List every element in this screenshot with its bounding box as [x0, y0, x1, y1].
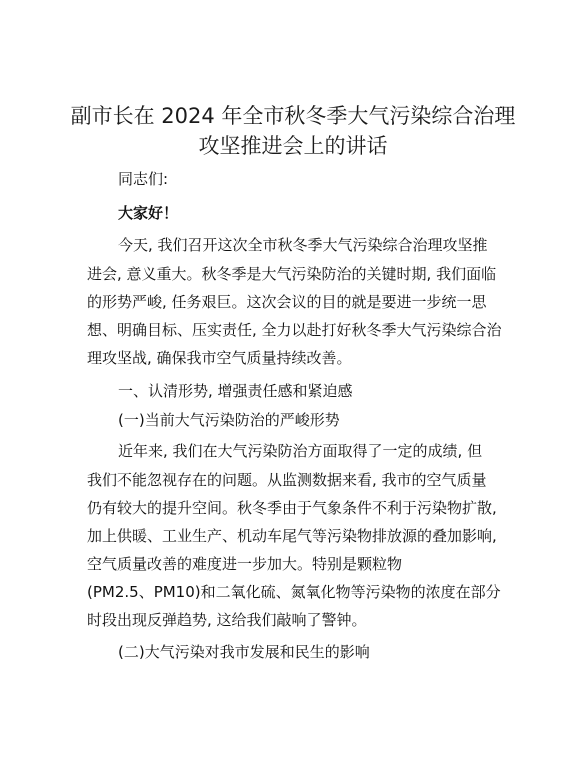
intro-line-4: 想、明确目标、压实责任, 全力以赴打好秋冬季大气污染综合治: [87, 321, 502, 339]
sub1-para-line-3: 仍有较大的提升空间。秋冬季由于气象条件不利于污染物扩散,: [87, 499, 497, 517]
sub1-para-line-4: 加上供暖、工业生产、机动车尾气等污染物排放源的叠加影响,: [87, 527, 497, 545]
sub1-para-line-1: 近年来, 我们在大气污染防治方面取得了一定的成绩, 但: [118, 442, 483, 460]
sub1-para-line-2: 我们不能忽视存在的问题。从监测数据来看, 我市的空气质量: [87, 471, 487, 489]
salutation: 同志们:: [118, 170, 169, 188]
subsection-1-heading: (一)当前大气污染防治的严峻形势: [118, 411, 340, 429]
intro-line-2: 进会, 意义重大。秋冬季是大气污染防治的关键时期, 我们面临: [87, 265, 497, 283]
subsection-2-heading: (二)大气污染对我市发展和民生的影响: [118, 643, 370, 661]
document-title-line-1: 副市长在 2024 年全市秋冬季大气污染综合治理: [70, 104, 516, 128]
intro-line-1: 今天, 我们召开这次全市秋冬季大气污染综合治理攻坚推: [118, 236, 488, 254]
document-title-line-2: 攻坚推进会上的讲话: [198, 134, 388, 158]
sub1-para-line-6: (PM2.5、PM10)和二氧化硫、氮氧化物等污染物的浓度在部分: [87, 583, 501, 601]
greeting: 大家好！: [118, 204, 179, 222]
intro-line-5: 理攻坚战, 确保我市空气质量持续改善。: [87, 349, 352, 367]
sub1-para-line-7: 时段出现反弹趋势, 这给我们敲响了警钟。: [87, 611, 367, 629]
sub1-para-line-5: 空气质量改善的难度进一步加大。特别是颗粒物: [87, 555, 403, 573]
section-1-heading: 一、认清形势, 增强责任感和紧迫感: [118, 382, 353, 400]
intro-line-3: 的形势严峻, 任务艰巨。这次会议的目的就是要进一步统一思: [87, 293, 487, 311]
